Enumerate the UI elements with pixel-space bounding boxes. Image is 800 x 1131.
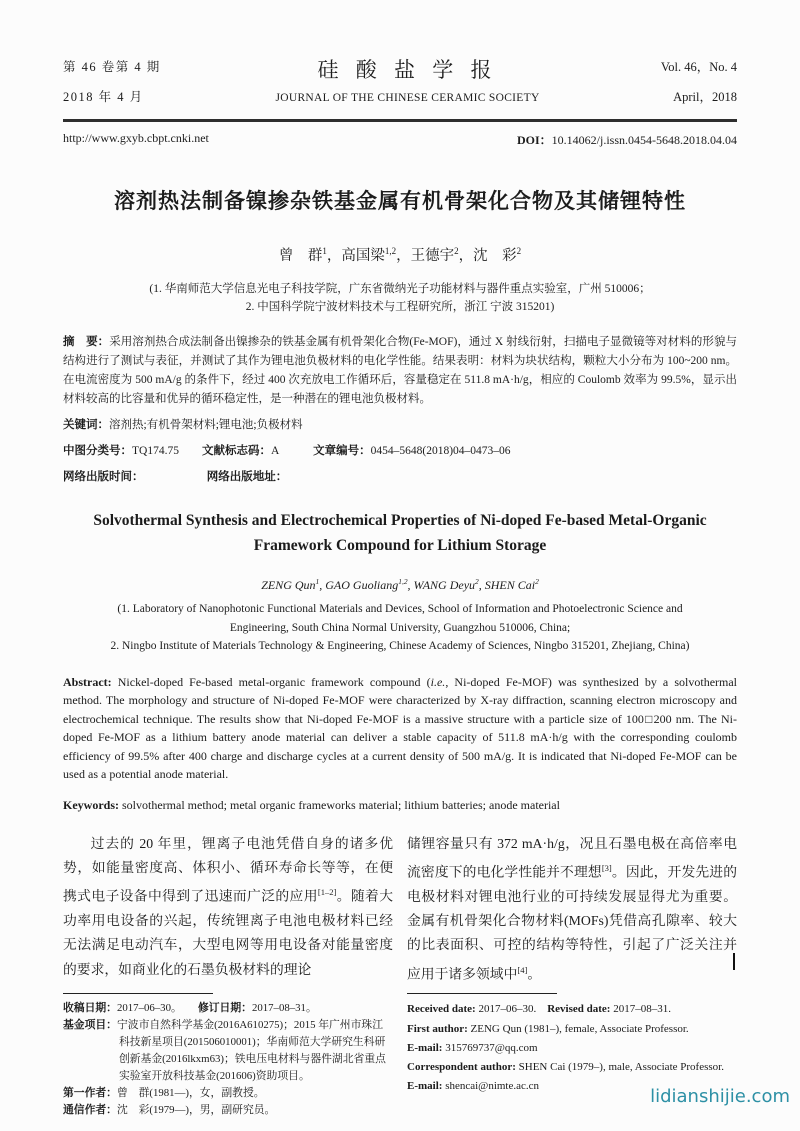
footnotes xyxy=(63,993,737,1119)
paper-title-en-line2: Framework Compound for Lithium Storage xyxy=(253,537,547,554)
first-author-line-cn: 第一作者：曾 群(1981—)，女，副教授。 xyxy=(63,1087,265,1100)
email-line-1: E-mail: 315769737@qq.com xyxy=(407,1041,538,1054)
volume-issue-en: Vol. 46，No. 4 xyxy=(660,60,737,74)
affiliation-cn-line2: 2. 中国科学院宁波材料技术与工程研究所，浙江 宁波 315201) xyxy=(245,301,555,313)
affiliation-en xyxy=(63,600,737,656)
footnote-rule-right xyxy=(407,993,557,994)
clc-line: 中图分类号：TQ174.75 文献标志码：A 文章编号：0454–5648(2018)04–0473–06 xyxy=(63,445,511,457)
header-rule xyxy=(63,119,737,122)
journal-title-block xyxy=(228,52,587,104)
corresponding-author-line-cn: 通信作者：沈 彩(1979—)，男，副研究员。 xyxy=(63,1104,276,1117)
intro-paragraph-right: 储锂容量只有 372 mA·h/g，况且石墨电极在高倍率电流密度下的电化学性能并不理想[3]。因此，开发先进的电极材料对锂电池行业的可持续发展显得尤为重要。金属有机骨架化合物材料(MOFs)凭借高孔隙率、较大的比表面积、可控的结构等特性，引起了广泛关注并应用于诸多领域中[4]。 xyxy=(407,836,738,982)
issue-info-cn xyxy=(63,52,228,112)
paper-title-cn: 溶剂热法制备镍掺杂铁基金属有机骨架化合物及其储锂特性 xyxy=(114,189,686,213)
first-author-line-en: First author: ZENG Qun (1981–), female, Associate Professor. xyxy=(407,1022,689,1035)
abstract-en: Abstract: Nickel-doped Fe-based metal-organic framework compound (i.e., Ni-doped Fe-MOF) was synthesized by a solvothermal method. The morphology and structure of Ni-doped Fe-MOF were characterized by X-ray diffraction, scanning electron microscopy and electrochemical technique. The results show that Ni-doped Fe-MOF is a massive structure with a particle size of 100□200 nm. The Ni-doped Fe-MOF as a lithium battery anode material can deliver a stable capacity of 511.8 mA·h/g with the corresponding coulomb efficiency of 99.5% after 400 charge and discharge cycles at a current density of 500 mA/g. It is indicated that Ni-doped Fe-MOF can be used as a potential anode material. xyxy=(63,674,738,782)
page-content xyxy=(63,52,737,1119)
funding-line-cn: 基金项目：宁波市自然科学基金(2016A610275)；2015 年广州市珠江科技新星项目(201506010001)；华南师范大学研究生科研创新基金(2016lkxm63)；铁电压电材料与器件湖北省重点实验室开放科技基金(201606)资助项目。 xyxy=(63,1019,386,1083)
journal-header xyxy=(63,52,737,112)
footnote-cn xyxy=(63,993,393,1119)
affiliation-en-line1: (1. Laboratory of Nanophotonic Functional Materials and Devices, School of Information and Photoelectronic Science and xyxy=(117,603,683,615)
text-cursor xyxy=(733,953,735,970)
online-publication-line: 网络出版时间： 网络出版地址： xyxy=(63,471,288,483)
date-cn: 2018 年 4 月 xyxy=(63,90,144,104)
authors-cn: 曾 群$^1$，高国梁$^{1,2}$，王德宇$^2$，沈 彩$^2$ xyxy=(278,246,522,264)
authors-en: ZENG Qun$^1$, GAO Guoliang$^{1,2}$, WANG Deyu$^2$, SHEN Cai$^2$ xyxy=(261,577,539,592)
keywords-en: Keywords: solvothermal method; metal organic frameworks material; lithium batteries; anode material xyxy=(63,798,560,813)
body-columns xyxy=(63,832,737,986)
affiliation-cn-line1: (1. 华南师范大学信息光电子科技学院，广东省微纳光子功能材料与器件重点实验室，广州 510006； xyxy=(149,283,651,295)
footnote-rule-left xyxy=(63,993,213,994)
volume-issue-cn: 第 46 卷第 4 期 xyxy=(63,60,161,74)
issue-info-en xyxy=(587,52,737,112)
journal-title-en: JOURNAL OF THE CHINESE CERAMIC SOCIETY xyxy=(275,92,540,104)
affiliation-en-line3: 2. Ningbo Institute of Materials Technology & Engineering, Chinese Academy of Sciences, Ningbo 315201, Zhejiang, China) xyxy=(110,640,690,652)
paper-title-en-line1: Solvothermal Synthesis and Electrochemical Properties of Ni-doped Fe-based Metal-Organic xyxy=(93,512,707,529)
email-line-2: E-mail: shencai@nimte.ac.cn xyxy=(407,1080,540,1093)
corresponding-author-line-en: Correspondent author: SHEN Cai (1979–), male, Associate Professor. xyxy=(407,1061,724,1074)
url-doi-row xyxy=(63,131,737,148)
keywords-cn: 关键词：溶剂热;有机骨架材料;锂电池;负极材料 xyxy=(63,419,303,431)
received-revised-line-cn: 收稿日期：2017–06–30。 修订日期：2017–08–31。 xyxy=(63,1002,317,1015)
journal-url: http://www.gxyb.cbpt.cnki.net xyxy=(63,131,209,145)
paper-title-en xyxy=(63,508,737,558)
affiliation-en-line2: Engineering, South China Normal University, Guangzhou 510006, China; xyxy=(229,621,571,634)
watermark: lidianshijie.com xyxy=(650,1086,790,1107)
date-en: April，2018 xyxy=(673,90,737,104)
journal-title-cn: 硅 酸 盐 学 报 xyxy=(317,58,498,82)
intro-paragraph-left: 过去的 20 年里，锂离子电池凭借自身的诸多优势，如能量密度高、体积小、循环寿命长等等，在便携式电子设备中得到了迅速而广泛的应用[1–2]。随着大功率用电设备的兴起，传统锂离子电池电极材料已经无法满足电动汽车，大型电网等用电设备对能量密度的要求，如商业化的石墨负极材料的理论 xyxy=(63,836,394,977)
received-revised-line-en: Received date: 2017–06–30. Revised date: 2017–08–31. xyxy=(407,1003,671,1016)
affiliation-cn xyxy=(63,280,737,316)
abstract-cn: 摘 要：采用溶剂热合成法制备出镍掺杂的铁基金属有机骨架化合物(Fe-MOF)，通过 X 射线衍射，扫描电子显微镜等对材料的形貌与结构进行了测试与表征，并测试了其作为锂电池负极材料的电化学性能。结果表明：材料为块状结构，颗粒大小分布为 100~200 nm。在电流密度为 500 mA/g 的条件下，经过 400 次充放电工作循环后，容量稳定在 511.8 mA·h/g，相应的 Coulomb 效率为 99.5%，显示出材料较高的比容量和优异的循环稳定性，是一种潜在的锂电池负极材料。 xyxy=(63,336,737,405)
doi: DOI：10.14062/j.issn.0454-5648.2018.04.04 xyxy=(516,133,737,147)
